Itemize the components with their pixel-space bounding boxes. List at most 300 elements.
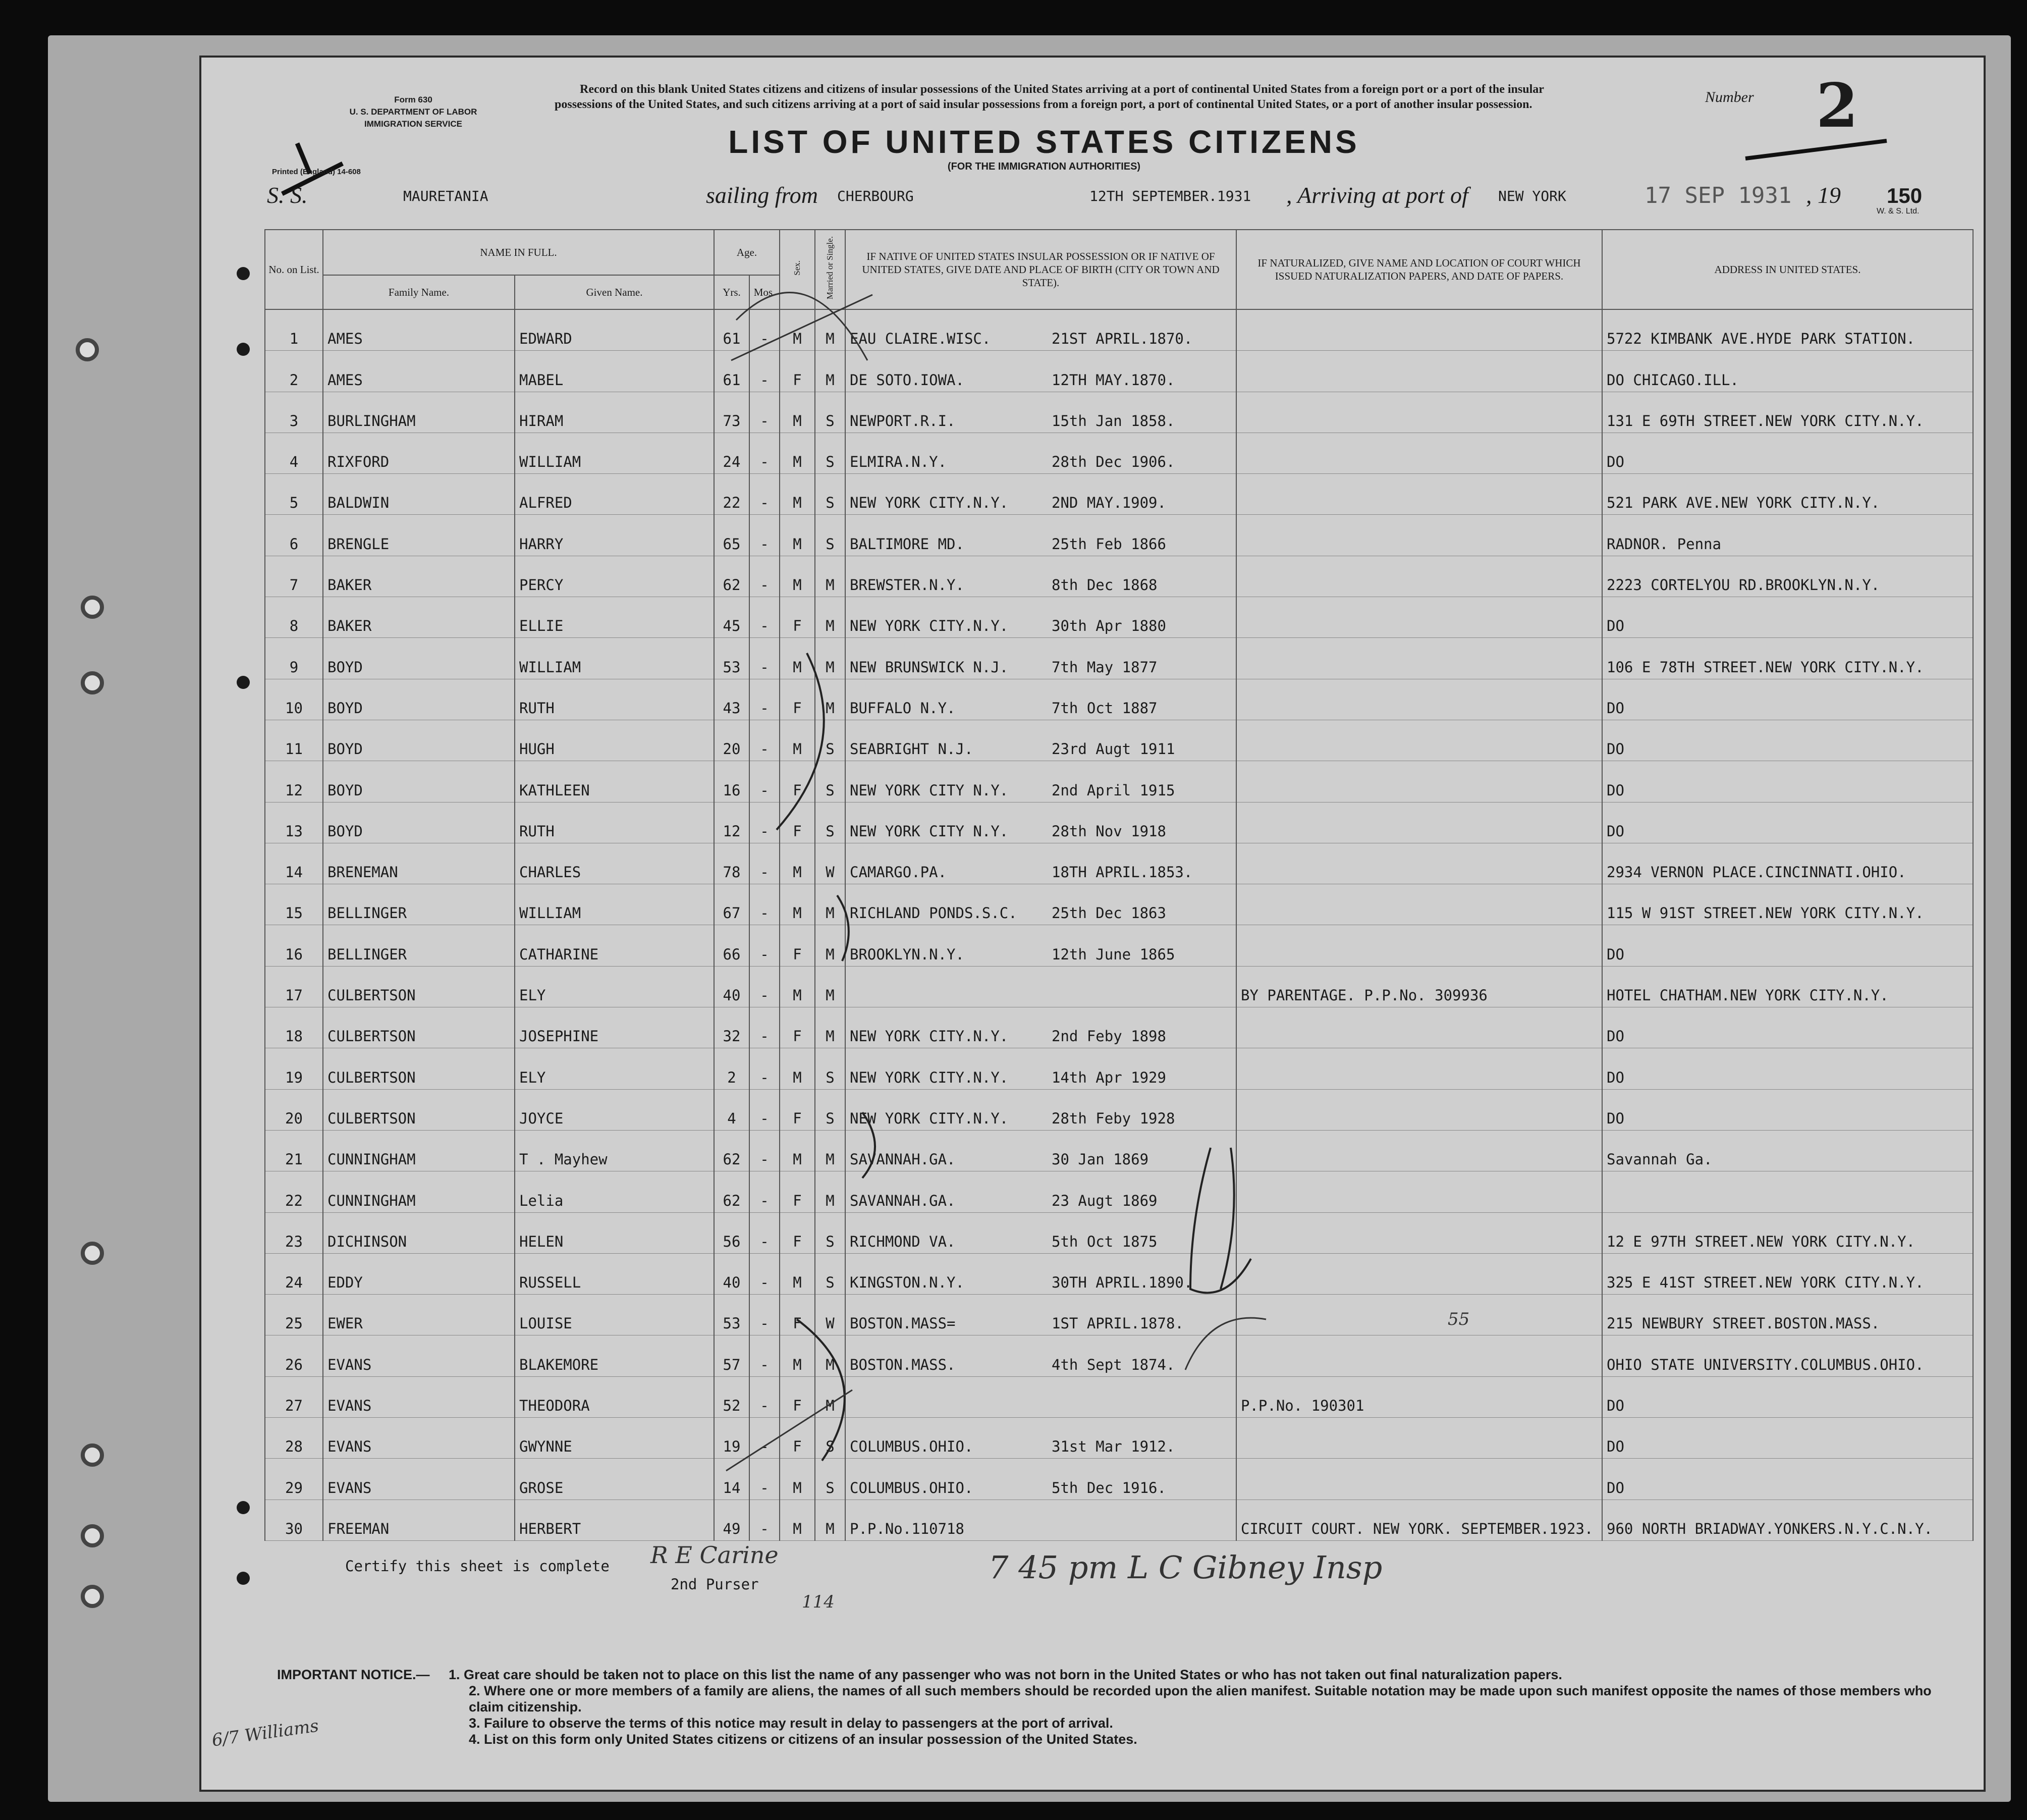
cell-family-name: BOYD: [323, 761, 515, 802]
cell-age-months: -: [749, 309, 780, 351]
cell-age-months: -: [749, 597, 780, 638]
cell-age-years: 14: [714, 1459, 749, 1500]
cell-marital-status: S: [815, 1459, 845, 1500]
cell-age-years: 22: [714, 474, 749, 515]
birth-place: NEW YORK CITY.N.Y.: [850, 617, 1009, 635]
birth-place: CAMARGO.PA.: [850, 864, 947, 881]
cell-row-number: 9: [265, 638, 323, 679]
inspector-signature: 7 45 pm L C Gibney Insp: [989, 1549, 1383, 1586]
ship-name: MAURETANIA: [403, 188, 488, 204]
birth-date: 23rd Augt 1911: [1052, 740, 1175, 758]
cell-age-years: 20: [714, 720, 749, 761]
cell-address: DO: [1602, 1007, 1973, 1048]
cell-family-name: BELLINGER: [323, 884, 515, 925]
birth-date: 2ND MAY.1909.: [1052, 494, 1166, 512]
cell-family-name: BRENEMAN: [323, 843, 515, 884]
cell-given-name: HIRAM: [515, 392, 714, 433]
birth-date: 30th Apr 1880: [1052, 617, 1166, 635]
cell-age-years: 52: [714, 1376, 749, 1417]
birth-date: 31st Mar 1912.: [1052, 1438, 1175, 1456]
cell-address: DO: [1602, 679, 1973, 720]
stamp-number: 55: [1448, 1309, 1470, 1329]
cell-marital-status: M: [815, 1335, 845, 1376]
cell-age-years: 53: [714, 1295, 749, 1335]
cell-marital-status: W: [815, 843, 845, 884]
col-name-in-full: NAME IN FULL.: [323, 230, 714, 275]
cell-age-months: -: [749, 1171, 780, 1212]
birth-date: 2nd April 1915: [1052, 781, 1175, 799]
cell-marital-status: W: [815, 1295, 845, 1335]
binder-hole: [76, 338, 99, 361]
cell-address: Savannah Ga.: [1602, 1130, 1973, 1171]
list-number: 2: [1816, 70, 1858, 141]
cell-family-name: BOYD: [323, 679, 515, 720]
cell-age-months: -: [749, 1459, 780, 1500]
cell-family-name: EDDY: [323, 1253, 515, 1294]
cell-family-name: BALDWIN: [323, 474, 515, 515]
birth-place: NEW YORK CITY.N.Y.: [850, 494, 1009, 512]
important-notice: [277, 1667, 1962, 1747]
cell-marital-status: S: [815, 1418, 845, 1459]
printer-mark: W. & S. Ltd.: [1877, 207, 1920, 216]
cell-sex: M: [780, 1459, 815, 1500]
cell-row-number: 24: [265, 1253, 323, 1294]
cell-family-name: BURLINGHAM: [323, 392, 515, 433]
birth-date: 21ST APRIL.1870.: [1052, 330, 1193, 348]
cell-marital-status: M: [815, 1130, 845, 1171]
cell-age-months: -: [749, 1212, 780, 1253]
ss-label: S. S.: [267, 182, 308, 208]
notice-item: 3. Failure to observe the terms of this notice may result in delay to passengers at the port of arrival.: [469, 1716, 1113, 1731]
cell-age-years: 2: [714, 1048, 749, 1089]
cell-marital-status: S: [815, 1212, 845, 1253]
birth-date: 1ST APRIL.1878.: [1052, 1315, 1184, 1332]
cell-address: DO: [1602, 1376, 1973, 1417]
cell-family-name: BRENGLE: [323, 515, 515, 556]
cell-row-number: 11: [265, 720, 323, 761]
cell-given-name: GWYNNE: [515, 1418, 714, 1459]
cell-row-number: 1: [265, 309, 323, 351]
cell-marital-status: M: [815, 597, 845, 638]
notice-label: IMPORTANT NOTICE.—: [277, 1667, 430, 1682]
birth-place: COLUMBUS.OHIO.: [850, 1438, 973, 1456]
cell-given-name: WILLIAM: [515, 433, 714, 473]
sailing-label: sailing from: [706, 182, 818, 208]
birth-place: NEW YORK CITY.N.Y.: [850, 1068, 1009, 1086]
cell-address: DO: [1602, 1418, 1973, 1459]
birth-date: 14th Apr 1929: [1052, 1068, 1166, 1086]
cell-address: 106 E 78TH STREET.NEW YORK CITY.N.Y.: [1602, 638, 1973, 679]
cell-marital-status: S: [815, 761, 845, 802]
cell-age-months: -: [749, 1007, 780, 1048]
cell-row-number: 14: [265, 843, 323, 884]
birth-date: 30 Jan 1869: [1052, 1151, 1149, 1168]
binder-hole: [81, 671, 104, 694]
cell-given-name: ELY: [515, 966, 714, 1007]
cell-family-name: BOYD: [323, 638, 515, 679]
cell-age-months: -: [749, 1376, 780, 1417]
cell-age-months: -: [749, 1295, 780, 1335]
cell-row-number: 16: [265, 925, 323, 966]
cell-address: 521 PARK AVE.NEW YORK CITY.N.Y.: [1602, 474, 1973, 515]
col-yrs: Yrs.: [714, 275, 749, 309]
cell-age-years: 57: [714, 1335, 749, 1376]
cell-marital-status: M: [815, 556, 845, 597]
cell-age-months: -: [749, 392, 780, 433]
cell-given-name: ELLIE: [515, 597, 714, 638]
cell-address: DO: [1602, 720, 1973, 761]
cell-age-years: 32: [714, 1007, 749, 1048]
cell-given-name: PERCY: [515, 556, 714, 597]
cell-row-number: 5: [265, 474, 323, 515]
notice-item: 4. List on this form only United States citizens or citizens of an insular possession of the United States.: [469, 1732, 1137, 1747]
margin-note: 6/7 Williams: [210, 1716, 320, 1751]
cell-address: 115 W 91ST STREET.NEW YORK CITY.N.Y.: [1602, 884, 1973, 925]
cell-marital-status: M: [815, 1007, 845, 1048]
cell-family-name: BOYD: [323, 720, 515, 761]
cell-family-name: CULBERTSON: [323, 1089, 515, 1130]
cell-sex: M: [780, 309, 815, 351]
cell-age-years: 12: [714, 802, 749, 843]
binder-hole: [81, 596, 104, 619]
cell-family-name: EVANS: [323, 1418, 515, 1459]
cell-marital-status: S: [815, 433, 845, 473]
cell-marital-status: M: [815, 638, 845, 679]
cell-naturalization: CIRCUIT COURT. NEW YORK. SEPTEMBER.1923.: [1236, 1500, 1602, 1540]
birth-date: 2nd Feby 1898: [1052, 1028, 1166, 1045]
cell-family-name: AMES: [323, 351, 515, 392]
cell-sex: M: [780, 843, 815, 884]
cell-age-years: 66: [714, 925, 749, 966]
cell-marital-status: S: [815, 720, 845, 761]
cell-age-months: -: [749, 638, 780, 679]
cell-given-name: HERBERT: [515, 1500, 714, 1540]
cell-family-name: EVANS: [323, 1376, 515, 1417]
cell-row-number: 30: [265, 1500, 323, 1540]
birth-date: 7th Oct 1887: [1052, 699, 1158, 717]
col-sex-label: Sex.: [792, 260, 802, 276]
cell-age-years: 67: [714, 884, 749, 925]
col-address: ADDRESS IN UNITED STATES.: [1602, 230, 1973, 309]
cell-age-years: 24: [714, 433, 749, 473]
cell-address: HOTEL CHATHAM.NEW YORK CITY.N.Y.: [1602, 966, 1973, 1007]
birth-date: 15th Jan 1858.: [1052, 412, 1175, 430]
birth-place: KINGSTON.N.Y.: [850, 1274, 964, 1292]
cell-sex: M: [780, 556, 815, 597]
cell-family-name: BAKER: [323, 556, 515, 597]
cell-given-name: WILLIAM: [515, 638, 714, 679]
cell-given-name: Lelia: [515, 1171, 714, 1212]
cell-age-months: -: [749, 433, 780, 473]
cell-sex: M: [780, 1253, 815, 1294]
cell-address: 5722 KIMBANK AVE.HYDE PARK STATION.: [1602, 309, 1973, 351]
cell-age-years: 40: [714, 1253, 749, 1294]
cell-age-months: -: [749, 1418, 780, 1459]
cell-family-name: RIXFORD: [323, 433, 515, 473]
col-age: Age.: [714, 230, 780, 275]
notice-item: 2. Where one or more members of a family are aliens, the names of all such members should be recorded upon the alien manifest. Suitable notation may be made upon such manifest opposite the names of those members who claim citizenship.: [469, 1683, 1932, 1715]
year-label: , 19: [1806, 182, 1841, 208]
cell-sex: M: [780, 515, 815, 556]
cell-marital-status: S: [815, 1089, 845, 1130]
birth-place: BALTIMORE MD.: [850, 535, 964, 553]
cell-given-name: ELY: [515, 1048, 714, 1089]
departure-port: CHERBOURG: [837, 188, 914, 204]
cell-family-name: BOYD: [323, 802, 515, 843]
cell-sex: F: [780, 761, 815, 802]
cell-given-name: BLAKEMORE: [515, 1335, 714, 1376]
cell-marital-status: S: [815, 515, 845, 556]
birth-place: SEABRIGHT N.J.: [850, 740, 973, 758]
notice-list: [449, 1667, 1962, 1747]
cell-age-years: 61: [714, 309, 749, 351]
birth-date: 28th Feby 1928: [1052, 1109, 1175, 1127]
cell-row-number: 10: [265, 679, 323, 720]
cell-family-name: EVANS: [323, 1335, 515, 1376]
cell-family-name: CUNNINGHAM: [323, 1171, 515, 1212]
cell-row-number: 13: [265, 802, 323, 843]
cell-marital-status: S: [815, 1253, 845, 1294]
cell-given-name: T . Mayhew: [515, 1130, 714, 1171]
cell-age-months: -: [749, 1500, 780, 1540]
cell-row-number: 3: [265, 392, 323, 433]
cell-family-name: CUNNINGHAM: [323, 1130, 515, 1171]
cell-row-number: 22: [265, 1171, 323, 1212]
cell-marital-status: M: [815, 925, 845, 966]
col-family-name: Family Name.: [323, 275, 515, 309]
cell-age-months: -: [749, 802, 780, 843]
purser-title: 2nd Purser: [671, 1576, 759, 1593]
cell-family-name: BAKER: [323, 597, 515, 638]
birth-place: NEW YORK CITY N.Y.: [850, 781, 1009, 799]
cell-age-months: -: [749, 679, 780, 720]
cell-family-name: CULBERTSON: [323, 1048, 515, 1089]
cell-row-number: 23: [265, 1212, 323, 1253]
cell-marital-status: M: [815, 1500, 845, 1540]
cell-family-name: DICHINSON: [323, 1212, 515, 1253]
col-given-name: Given Name.: [515, 275, 714, 309]
cell-given-name: ALFRED: [515, 474, 714, 515]
cell-age-months: -: [749, 843, 780, 884]
cell-marital-status: M: [815, 1171, 845, 1212]
cell-sex: F: [780, 1089, 815, 1130]
cell-sex: M: [780, 1048, 815, 1089]
cell-row-number: 17: [265, 966, 323, 1007]
cell-given-name: RUSSELL: [515, 1253, 714, 1294]
cell-age-years: 62: [714, 556, 749, 597]
binder-hole: [81, 1242, 104, 1265]
family-brackets: [201, 58, 1988, 1794]
birth-place: BROOKLYN.N.Y.: [850, 945, 964, 963]
cell-age-months: -: [749, 925, 780, 966]
cell-age-years: 62: [714, 1130, 749, 1171]
cell-row-number: 18: [265, 1007, 323, 1048]
cell-age-months: -: [749, 884, 780, 925]
cell-sex: M: [780, 966, 815, 1007]
sailing-date: 12TH SEPTEMBER.1931: [1089, 188, 1251, 204]
birth-date: 25th Dec 1863: [1052, 904, 1166, 922]
arriving-label: , Arriving at port of: [1286, 182, 1468, 208]
cell-given-name: LOUISE: [515, 1295, 714, 1335]
birth-place: SAVANNAH.GA.: [850, 1151, 956, 1168]
birth-date: 30TH APRIL.1890.: [1052, 1274, 1193, 1292]
service: IMMIGRATION SERVICE: [364, 119, 462, 129]
birth-date: 7th May 1877: [1052, 658, 1158, 676]
form-number: Form 630: [394, 95, 432, 104]
cell-given-name: HARRY: [515, 515, 714, 556]
birth-place: BREWSTER.N.Y.: [850, 576, 964, 594]
birth-place: NEW YORK CITY.N.Y.: [850, 1028, 1009, 1045]
cell-row-number: 2: [265, 351, 323, 392]
cell-age-years: 19: [714, 1418, 749, 1459]
birth-date: 4th Sept 1874.: [1052, 1356, 1175, 1373]
cell-row-number: 6: [265, 515, 323, 556]
cell-address: DO: [1602, 802, 1973, 843]
binder-hole: [81, 1524, 104, 1547]
cell-address: DO CHICAGO.ILL.: [1602, 351, 1973, 392]
cell-row-number: 7: [265, 556, 323, 597]
cell-marital-status: S: [815, 474, 845, 515]
cell-address: RADNOR. Penna: [1602, 515, 1973, 556]
cell-marital-status: M: [815, 966, 845, 1007]
cell-given-name: CHARLES: [515, 843, 714, 884]
cell-row-number: 25: [265, 1295, 323, 1335]
cell-naturalization: BY PARENTAGE. P.P.No. 309936: [1236, 966, 1602, 1007]
cell-marital-status: S: [815, 1048, 845, 1089]
cell-given-name: EDWARD: [515, 309, 714, 351]
col-no: No. on List.: [265, 230, 323, 309]
birth-place: BOSTON.MASS.: [850, 1356, 956, 1373]
cell-address: DO: [1602, 433, 1973, 473]
cell-family-name: FREEMAN: [323, 1500, 515, 1540]
col-married-label: Married or Single.: [825, 236, 835, 300]
cell-sex: F: [780, 1376, 815, 1417]
cell-sex: F: [780, 802, 815, 843]
cell-sex: F: [780, 1171, 815, 1212]
birth-date: 25th Feb 1866: [1052, 535, 1166, 553]
birth-place: RICHMOND VA.: [850, 1233, 956, 1250]
cell-given-name: WILLIAM: [515, 884, 714, 925]
cell-age-months: -: [749, 761, 780, 802]
birth-place: NEWPORT.R.I.: [850, 412, 956, 430]
cell-given-name: HELEN: [515, 1212, 714, 1253]
cell-sex: F: [780, 1212, 815, 1253]
cell-sex: M: [780, 884, 815, 925]
cell-sex: F: [780, 679, 815, 720]
cell-sex: F: [780, 1007, 815, 1048]
cell-age-years: 61: [714, 351, 749, 392]
cell-sex: M: [780, 1130, 815, 1171]
cell-age-years: 53: [714, 638, 749, 679]
cell-age-years: 65: [714, 515, 749, 556]
cell-given-name: THEODORA: [515, 1376, 714, 1417]
cell-given-name: HUGH: [515, 720, 714, 761]
cell-given-name: GROSE: [515, 1459, 714, 1500]
page-count-mark: 114: [802, 1592, 835, 1612]
cell-address: 325 E 41ST STREET.NEW YORK CITY.N.Y.: [1602, 1253, 1973, 1294]
birth-date: 28th Dec 1906.: [1052, 453, 1175, 471]
cell-sex: F: [780, 1295, 815, 1335]
cell-marital-status: M: [815, 1376, 845, 1417]
birth-place: EAU CLAIRE.WISC.: [850, 330, 991, 348]
cell-age-years: 56: [714, 1212, 749, 1253]
cell-age-months: -: [749, 1089, 780, 1130]
cell-age-years: 16: [714, 761, 749, 802]
birth-place: SAVANNAH.GA.: [850, 1192, 956, 1209]
cell-row-number: 29: [265, 1459, 323, 1500]
cell-row-number: 20: [265, 1089, 323, 1130]
col-naturalized: IF NATURALIZED, GIVE NAME AND LOCATION OF COURT WHICH ISSUED NATURALIZATION PAPERS, AND DATE OF PAPERS.: [1236, 230, 1602, 309]
cell-family-name: CULBERTSON: [323, 966, 515, 1007]
instructions-note: Record on this blank United States citizens and citizens of insular possessions of the United States arriving at a port of continental United States from a foreign port or a port of the insular possessions of the United States, and such citizens arriving at a port of said insular possessions from a foreign port, a port of continental United States, or a port of another insular possession.: [555, 83, 1544, 111]
cell-given-name: JOYCE: [515, 1089, 714, 1130]
cell-address: 2223 CORTELYOU RD.BROOKLYN.N.Y.: [1602, 556, 1973, 597]
cell-age-months: -: [749, 966, 780, 1007]
cell-row-number: 12: [265, 761, 323, 802]
birth-date: 5th Oct 1875: [1052, 1233, 1158, 1250]
sheet-number: 150: [1887, 184, 1923, 207]
cell-age-months: -: [749, 1335, 780, 1376]
cell-age-months: -: [749, 1253, 780, 1294]
cell-age-months: -: [749, 720, 780, 761]
birth-place: NEW YORK CITY.N.Y.: [850, 1109, 1009, 1127]
cell-age-years: 43: [714, 679, 749, 720]
cell-row-number: 19: [265, 1048, 323, 1089]
birth-place: NEW YORK CITY N.Y.: [850, 822, 1009, 840]
cell-marital-status: M: [815, 309, 845, 351]
cell-age-years: 78: [714, 843, 749, 884]
birth-date: 12th June 1865: [1052, 945, 1175, 963]
col-mos: Mos.: [749, 275, 780, 309]
arrival-port: NEW YORK: [1498, 188, 1566, 204]
cell-age-months: -: [749, 556, 780, 597]
birth-place: NEW BRUNSWICK N.J.: [850, 658, 1009, 676]
birth-date: 8th Dec 1868: [1052, 576, 1158, 594]
cell-address: DO: [1602, 1048, 1973, 1089]
cell-given-name: CATHARINE: [515, 925, 714, 966]
cell-marital-status: M: [815, 884, 845, 925]
birth-date: 12TH MAY.1870.: [1052, 371, 1175, 389]
cell-age-years: 40: [714, 966, 749, 1007]
cell-row-number: 8: [265, 597, 323, 638]
cell-row-number: 15: [265, 884, 323, 925]
page-subtitle: (FOR THE IMMIGRATION AUTHORITIES): [947, 161, 1141, 172]
birth-date: 23 Augt 1869: [1052, 1192, 1158, 1209]
cell-sex: F: [780, 351, 815, 392]
cell-address: OHIO STATE UNIVERSITY.COLUMBUS.OHIO.: [1602, 1335, 1973, 1376]
cell-address: 960 NORTH BRIADWAY.YONKERS.N.Y.C.N.Y.: [1602, 1500, 1973, 1540]
cell-family-name: CULBERTSON: [323, 1007, 515, 1048]
purser-signature: R E Carine: [650, 1541, 779, 1569]
cell-address: DO: [1602, 1089, 1973, 1130]
birth-date: 5th Dec 1916.: [1052, 1479, 1166, 1496]
birth-place: DE SOTO.IOWA.: [850, 371, 964, 389]
notice-item: 1. Great care should be taken not to place on this list the name of any passenger who was not born in the United States or who has not taken out final naturalization papers.: [449, 1667, 1562, 1682]
cell-row-number: 4: [265, 433, 323, 473]
cell-family-name: EWER: [323, 1295, 515, 1335]
cell-sex: M: [780, 638, 815, 679]
cell-given-name: RUTH: [515, 679, 714, 720]
page-title: LIST OF UNITED STATES CITIZENS: [728, 124, 1360, 160]
cell-given-name: KATHLEEN: [515, 761, 714, 802]
cell-age-months: -: [749, 1048, 780, 1089]
cell-sex: M: [780, 1335, 815, 1376]
col-birth: IF NATIVE OF UNITED STATES INSULAR POSSESSION OR IF NATIVE OF UNITED STATES, GIVE DATE AND PLACE OF BIRTH (CITY OR TOWN AND STATE).: [845, 230, 1236, 309]
cell-sex: F: [780, 597, 815, 638]
cell-row-number: 27: [265, 1376, 323, 1417]
cell-naturalization: P.P.No. 190301: [1236, 1376, 1602, 1417]
cell-marital-status: S: [815, 802, 845, 843]
